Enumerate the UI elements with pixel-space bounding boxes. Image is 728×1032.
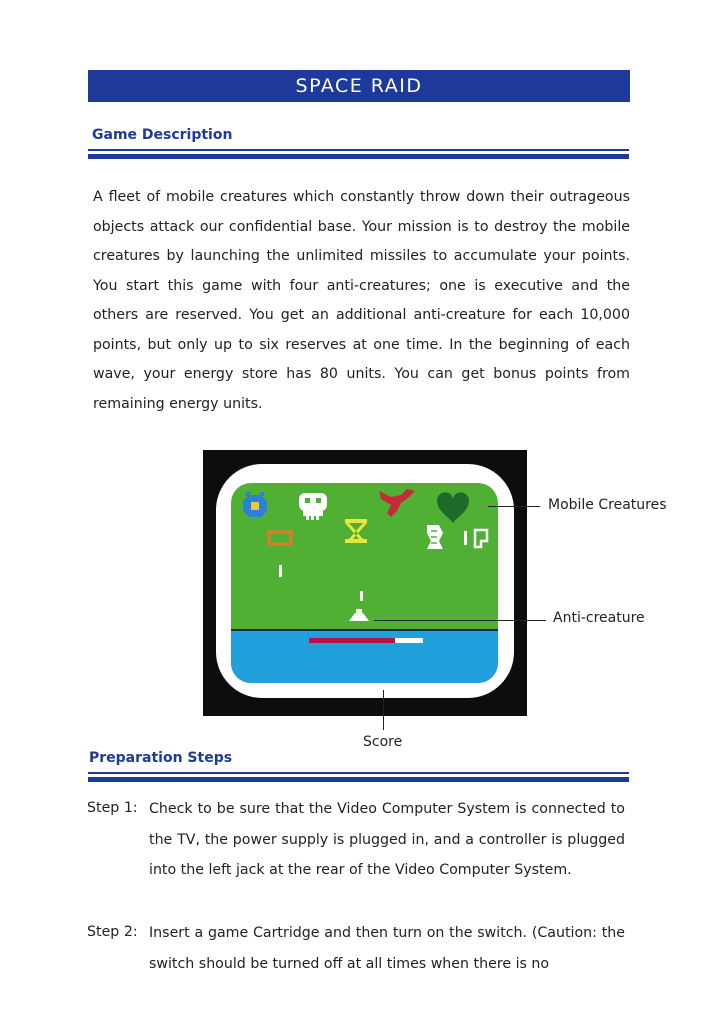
step-2-text: Insert a game Cartridge and then turn on the switch. (Caution: the switch should be turned off at all times when there is no bbox=[149, 925, 625, 972]
mobile-creatures-label: Mobile Creatures bbox=[548, 497, 667, 513]
creature-bracket bbox=[464, 530, 487, 547]
score-label: Score bbox=[363, 734, 403, 750]
creature-blue bbox=[243, 492, 267, 517]
creature-white-zigzag bbox=[427, 525, 443, 549]
callout-line-anti bbox=[374, 620, 546, 621]
step-2-label: Step 2: bbox=[87, 924, 138, 940]
missile bbox=[279, 565, 282, 577]
game-description-heading: Game Description bbox=[92, 127, 233, 143]
energy-bar bbox=[309, 638, 395, 643]
creature-yellow bbox=[345, 519, 367, 543]
page-title: SPACE RAID bbox=[88, 70, 630, 102]
creature-green bbox=[437, 492, 469, 523]
missile bbox=[360, 591, 363, 601]
anti-creature-label: Anti-creature bbox=[553, 610, 645, 626]
step-1-label: Step 1: bbox=[87, 800, 138, 816]
step-1-text: Check to be sure that the Video Computer System is connected to the TV, the power supply is plugged in, and a controller is plugged into the left jack at the rear of the Video Computer System. bbox=[149, 801, 625, 878]
game-screen bbox=[231, 483, 498, 683]
section-rule bbox=[88, 149, 629, 159]
tv-figure bbox=[203, 450, 527, 716]
game-description-text: A fleet of mobile creatures which constantly throw down their outrageous objects attack our confidential base. Your mission is to destroy the mobile creatures by launching the unlimited missiles to accumulate your points. You start this game with four anti-creatures; one is executive and the others are reserved. You get an additional anti-creature for each 10,000 points, but only up to six reserves at one time. In the beginning of each wave, your energy store has 80 units. You can get bonus points from remaining energy units. bbox=[93, 189, 630, 412]
creature-orange bbox=[269, 532, 291, 544]
section-rule bbox=[88, 772, 629, 782]
callout-line-mobile bbox=[488, 506, 540, 507]
anti-creature-ship bbox=[349, 609, 369, 621]
preparation-heading: Preparation Steps bbox=[89, 750, 233, 766]
callout-line-score bbox=[383, 690, 384, 730]
energy-bar-empty bbox=[395, 638, 423, 643]
creature-red bbox=[379, 489, 415, 517]
creature-white bbox=[299, 493, 327, 520]
